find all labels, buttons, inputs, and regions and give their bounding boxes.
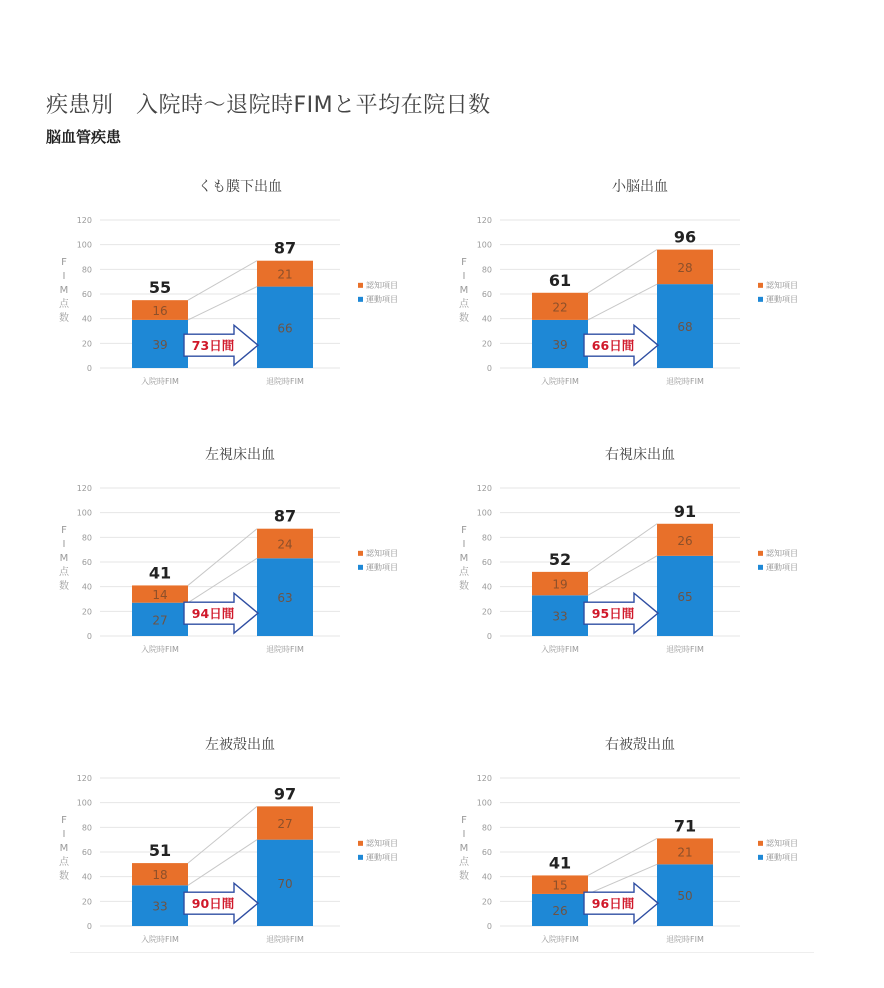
y-tick-label: 80 — [481, 823, 492, 833]
x-tick-label: 退院時FIM — [666, 935, 704, 944]
x-tick-label: 入院時FIM — [141, 935, 179, 944]
total-label: 71 — [673, 816, 697, 836]
legend-label-motor: 運動項目 — [766, 562, 798, 572]
chart-subarachnoid — [40, 170, 440, 430]
y-axis-label-char: I — [62, 539, 66, 550]
y-tick-label: 60 — [81, 558, 92, 567]
legend-label-cognitive: 認知項目 — [366, 280, 398, 290]
data-label-motor: 27 — [152, 613, 168, 628]
y-tick-label: 20 — [81, 339, 92, 349]
y-tick-label: 20 — [481, 607, 492, 617]
y-tick-label: 80 — [481, 265, 492, 275]
y-axis-label-char: F — [461, 257, 467, 268]
data-label-motor: 65 — [677, 589, 693, 604]
data-label-motor: 63 — [277, 591, 293, 606]
chart-svg — [40, 728, 440, 988]
legend-label-cognitive: 認知項目 — [766, 838, 798, 848]
y-tick-label: 60 — [481, 290, 492, 299]
y-axis-label-char: M — [59, 285, 69, 296]
y-axis-label-char: F — [461, 525, 467, 536]
x-tick-label: 入院時FIM — [141, 645, 179, 654]
days-label: 95日間 — [591, 606, 635, 622]
y-tick-label: 100 — [476, 508, 492, 518]
chart-title: 小脳出血 — [612, 179, 668, 195]
y-tick-label: 120 — [476, 484, 492, 493]
series-line-total — [588, 250, 657, 293]
page-title: 疾患別 入院時〜退院時FIMと平均在院日数 — [46, 93, 491, 118]
total-label: 96 — [673, 227, 697, 247]
total-label: 97 — [273, 784, 297, 804]
section-title: 脳血管疾患 — [46, 128, 122, 146]
legend-swatch-cognitive — [758, 841, 763, 846]
total-label: 41 — [548, 853, 572, 873]
y-tick-label: 0 — [86, 364, 92, 373]
data-label-cognitive: 18 — [152, 868, 168, 883]
data-label-cognitive: 28 — [677, 260, 693, 275]
x-tick-label: 入院時FIM — [541, 377, 579, 386]
y-axis-label-char: F — [61, 815, 67, 826]
y-tick-label: 20 — [481, 897, 492, 907]
y-axis-label-char: 点 — [59, 857, 69, 868]
legend-swatch-cognitive — [758, 283, 763, 288]
days-label: 96日間 — [591, 896, 635, 912]
series-line-motor — [188, 840, 257, 886]
y-tick-label: 40 — [481, 582, 492, 592]
chart-title: 右視床出血 — [605, 447, 675, 463]
days-label: 66日間 — [591, 338, 635, 354]
x-tick-label: 退院時FIM — [666, 377, 704, 386]
series-line-total — [188, 806, 257, 863]
total-label: 61 — [548, 270, 572, 290]
y-tick-label: 40 — [81, 314, 92, 324]
legend-label-cognitive: 認知項目 — [366, 548, 398, 558]
y-tick-label: 40 — [81, 872, 92, 882]
data-label-cognitive: 21 — [677, 845, 693, 860]
y-tick-label: 0 — [486, 364, 492, 373]
y-tick-label: 0 — [486, 922, 492, 931]
y-tick-label: 20 — [81, 607, 92, 617]
data-label-cognitive: 19 — [552, 577, 568, 592]
data-label-cognitive: 22 — [552, 300, 568, 315]
y-tick-label: 20 — [81, 897, 92, 907]
y-tick-label: 100 — [476, 798, 492, 808]
chart-svg — [440, 438, 840, 698]
y-tick-label: 100 — [476, 240, 492, 250]
legend-swatch-cognitive — [358, 283, 363, 288]
data-label-motor: 68 — [677, 320, 693, 335]
data-label-cognitive: 14 — [152, 588, 168, 603]
chart-left-putaminal — [40, 728, 440, 988]
y-axis-label-char: M — [459, 285, 469, 296]
y-axis-label-char: 数 — [59, 313, 69, 324]
y-tick-label: 80 — [81, 265, 92, 275]
data-label-motor: 39 — [152, 337, 168, 352]
legend-swatch-cognitive — [358, 841, 363, 846]
y-axis-label-char: I — [62, 271, 66, 282]
legend-label-cognitive: 認知項目 — [766, 548, 798, 558]
chart-left-thalamic — [40, 438, 440, 698]
series-line-motor — [188, 287, 257, 320]
total-label: 91 — [673, 501, 697, 521]
chart-title: 左視床出血 — [205, 447, 275, 463]
x-tick-label: 退院時FIM — [266, 645, 304, 654]
y-tick-label: 80 — [481, 533, 492, 543]
legend-label-cognitive: 認知項目 — [366, 838, 398, 848]
chart-cerebellar — [440, 170, 840, 430]
data-label-motor: 70 — [277, 876, 293, 891]
legend-swatch-cognitive — [758, 551, 763, 556]
y-axis-label-char: 数 — [459, 871, 469, 882]
y-tick-label: 100 — [76, 508, 92, 518]
y-axis-label-char: F — [61, 257, 67, 268]
legend-label-motor: 運動項目 — [366, 294, 398, 304]
total-label: 52 — [548, 549, 572, 569]
days-label: 73日間 — [191, 338, 235, 354]
total-label: 87 — [273, 506, 297, 526]
y-axis-label-char: 数 — [59, 871, 69, 882]
y-tick-label: 0 — [486, 632, 492, 641]
y-tick-label: 60 — [81, 290, 92, 299]
y-axis-label-char: 点 — [459, 567, 469, 578]
y-tick-label: 120 — [76, 484, 92, 493]
y-axis-label-char: M — [459, 843, 469, 854]
x-tick-label: 入院時FIM — [541, 645, 579, 654]
chart-svg — [440, 728, 840, 988]
y-axis-label-char: I — [62, 829, 66, 840]
data-label-cognitive: 16 — [152, 304, 168, 319]
legend-swatch-motor — [758, 565, 763, 570]
legend-swatch-motor — [358, 565, 363, 570]
chart-title: 左被殻出血 — [205, 737, 275, 753]
x-tick-label: 退院時FIM — [266, 377, 304, 386]
legend-label-cognitive: 認知項目 — [766, 280, 798, 290]
y-axis-label-char: 点 — [59, 567, 69, 578]
legend-swatch-motor — [758, 855, 763, 860]
y-tick-label: 80 — [81, 823, 92, 833]
y-axis-label-char: 数 — [459, 581, 469, 592]
y-tick-label: 120 — [76, 774, 92, 783]
data-label-motor: 26 — [552, 903, 568, 918]
y-tick-label: 60 — [481, 558, 492, 567]
x-tick-label: 入院時FIM — [541, 935, 579, 944]
legend-label-motor: 運動項目 — [366, 562, 398, 572]
y-tick-label: 60 — [481, 848, 492, 857]
data-label-motor: 39 — [552, 337, 568, 352]
days-label: 90日間 — [191, 896, 235, 912]
y-tick-label: 40 — [81, 582, 92, 592]
y-tick-label: 80 — [81, 533, 92, 543]
y-tick-label: 20 — [481, 339, 492, 349]
chart-right-putaminal — [440, 728, 840, 988]
chart-title: くも膜下出血 — [198, 179, 282, 195]
chart-svg — [40, 438, 440, 698]
chart-svg — [40, 170, 440, 430]
data-label-motor: 66 — [277, 321, 293, 336]
y-axis-label-char: I — [462, 829, 466, 840]
y-axis-label-char: M — [59, 553, 69, 564]
x-tick-label: 入院時FIM — [141, 377, 179, 386]
series-line-total — [588, 838, 657, 875]
y-axis-label-char: M — [59, 843, 69, 854]
y-tick-label: 100 — [76, 798, 92, 808]
y-tick-label: 120 — [476, 216, 492, 225]
legend-swatch-motor — [358, 855, 363, 860]
legend-swatch-motor — [758, 297, 763, 302]
chart-right-thalamic — [440, 438, 840, 698]
chart-title: 右被殻出血 — [605, 737, 675, 753]
total-label: 87 — [273, 238, 297, 258]
y-axis-label-char: M — [459, 553, 469, 564]
data-label-cognitive: 15 — [552, 878, 568, 893]
x-tick-label: 退院時FIM — [266, 935, 304, 944]
y-axis-label-char: 点 — [459, 299, 469, 310]
total-label: 41 — [148, 563, 172, 583]
y-tick-label: 0 — [86, 632, 92, 641]
y-axis-label-char: I — [462, 539, 466, 550]
data-label-cognitive: 26 — [677, 533, 693, 548]
y-tick-label: 40 — [481, 872, 492, 882]
y-axis-label-char: I — [462, 271, 466, 282]
total-label: 51 — [148, 841, 172, 861]
y-axis-label-char: F — [461, 815, 467, 826]
y-tick-label: 0 — [86, 922, 92, 931]
legend-label-motor: 運動項目 — [366, 852, 398, 862]
data-label-cognitive: 27 — [277, 817, 293, 832]
legend-swatch-motor — [358, 297, 363, 302]
y-tick-label: 100 — [76, 240, 92, 250]
data-label-motor: 50 — [677, 889, 693, 904]
legend-label-motor: 運動項目 — [766, 852, 798, 862]
series-line-total — [588, 524, 657, 572]
legend-label-motor: 運動項目 — [766, 294, 798, 304]
legend-swatch-cognitive — [358, 551, 363, 556]
y-axis-label-char: 数 — [459, 313, 469, 324]
y-axis-label-char: 点 — [459, 857, 469, 868]
data-label-cognitive: 24 — [277, 537, 293, 552]
chart-svg — [440, 170, 840, 430]
series-line-motor — [588, 864, 657, 894]
y-tick-label: 120 — [476, 774, 492, 783]
y-axis-label-char: F — [61, 525, 67, 536]
page-divider — [70, 952, 814, 953]
total-label: 55 — [148, 278, 172, 298]
y-axis-label-char: 点 — [59, 299, 69, 310]
y-tick-label: 120 — [76, 216, 92, 225]
data-label-cognitive: 21 — [277, 267, 293, 282]
y-tick-label: 60 — [81, 848, 92, 857]
y-tick-label: 40 — [481, 314, 492, 324]
data-label-motor: 33 — [552, 609, 568, 624]
y-axis-label-char: 数 — [59, 581, 69, 592]
x-tick-label: 退院時FIM — [666, 645, 704, 654]
days-label: 94日間 — [191, 606, 235, 622]
series-line-motor — [588, 284, 657, 320]
data-label-motor: 33 — [152, 899, 168, 914]
series-line-motor — [188, 558, 257, 602]
